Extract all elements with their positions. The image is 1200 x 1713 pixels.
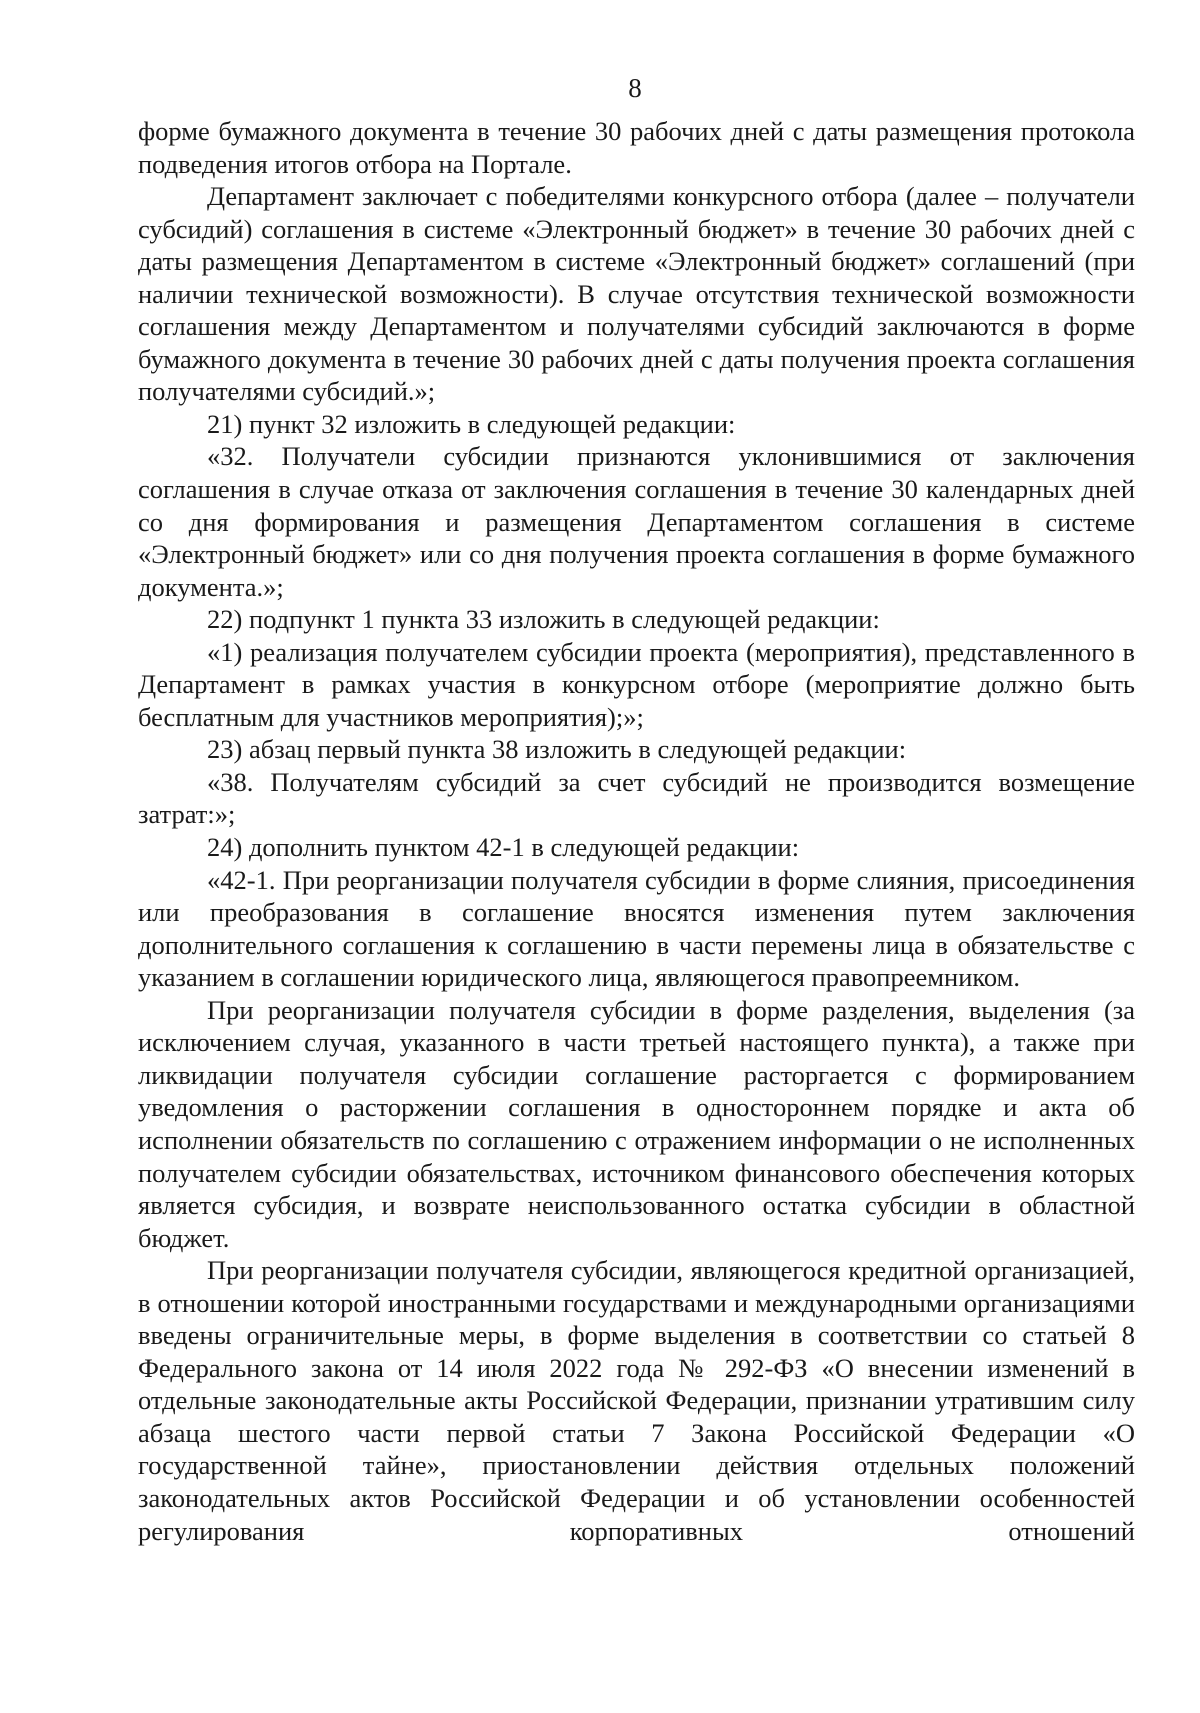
paragraph-item-24: 24) дополнить пунктом 42-1 в следующей редакции: <box>207 832 800 863</box>
paragraph-subclause-1: «1) реализация получателем субсидии проекта (мероприятия), представленного в Департамент в рамках участия в конкурсном отборе (мероприятие должно быть бесплатным для участников мероприятия);»; <box>138 636 1135 732</box>
paragraph-item-23: 23) абзац первый пункта 38 изложить в следующей редакции: <box>207 734 907 765</box>
paragraph-item-22: 22) подпункт 1 пункта 33 изложить в следующей редакции: <box>207 604 880 635</box>
document-body <box>138 115 1135 1547</box>
paragraph-agreement-conclusion: Департамент заключает с победителями конкурсного отбора (далее – получатели субсидий) соглашения в системе «Электронный бюджет» в течение 30 рабочих дней с даты размещения Департаментом в системе «Электронный бюджет» соглашений (при наличии технической возможности). В случае отсутствия технической возможности соглашения между Департаментом и получателями субсидий заключаются в форме бумажного документа в течение 30 рабочих дней с даты получения проекта соглашения получателями субсидий.»; <box>138 181 1135 407</box>
paragraph-reorganization-credit-org: При реорганизации получателя субсидии, являющегося кредитной организацией, в отношении которой иностранными государствами и международными организациями введены ограничительные меры, в форме выделения в соответствии со статьей 8 Федерального закона от 14 июля 2022 года № 292-ФЗ «О внесении изменений в отдельные законодательные акты Российской Федерации, признании утратившим силу абзаца шестого части первой статьи 7 Закона Российской Федерации «О государственной тайне», приостановлении действия отдельных положений законодательных актов Российской Федерации и об установлении особенностей регулирования корпоративных отношений <box>138 1255 1135 1546</box>
page-number: 8 <box>628 73 642 103</box>
paragraph-clause-32: «32. Получатели субсидии признаются уклонившимися от заключения соглашения в случае отказа от заключения соглашения в течение 30 календарных дней со дня формирования и размещения Департаментом соглашения в системе «Электронный бюджет» или со дня получения проекта соглашения в форме бумажного документа.»; <box>138 441 1135 602</box>
paragraph-continuation: форме бумажного документа в течение 30 рабочих дней с даты размещения протокола подведения итогов отбора на Портале. <box>138 116 1135 179</box>
paragraph-clause-42-1: «42-1. При реорганизации получателя субсидии в форме слияния, присоединения или преобразования в соглашение вносятся изменения путем заключения дополнительного соглашения к соглашению в части перемены лица в обязательстве с указанием в соглашении юридического лица, являющегося правопреемником. <box>138 864 1135 993</box>
paragraph-item-21: 21) пункт 32 изложить в следующей редакции: <box>207 408 736 439</box>
paragraph-reorganization-division: При реорганизации получателя субсидии в форме разделения, выделения (за исключением случая, указанного в части третьей настоящего пункта), а также при ликвидации получателя субсидии соглашение расторгается с формированием уведомления о расторжении соглашения в одностороннем порядке и акта об исполнении обязательств по соглашению с отражением информации о не исполненных получателем субсидии обязательствах, источником финансового обеспечения которых является субсидия, и возврате неиспользованного остатка субсидии в областной бюджет. <box>138 994 1135 1253</box>
paragraph-clause-38: «38. Получателям субсидий за счет субсидий не производится возмещение затрат:»; <box>138 766 1135 830</box>
